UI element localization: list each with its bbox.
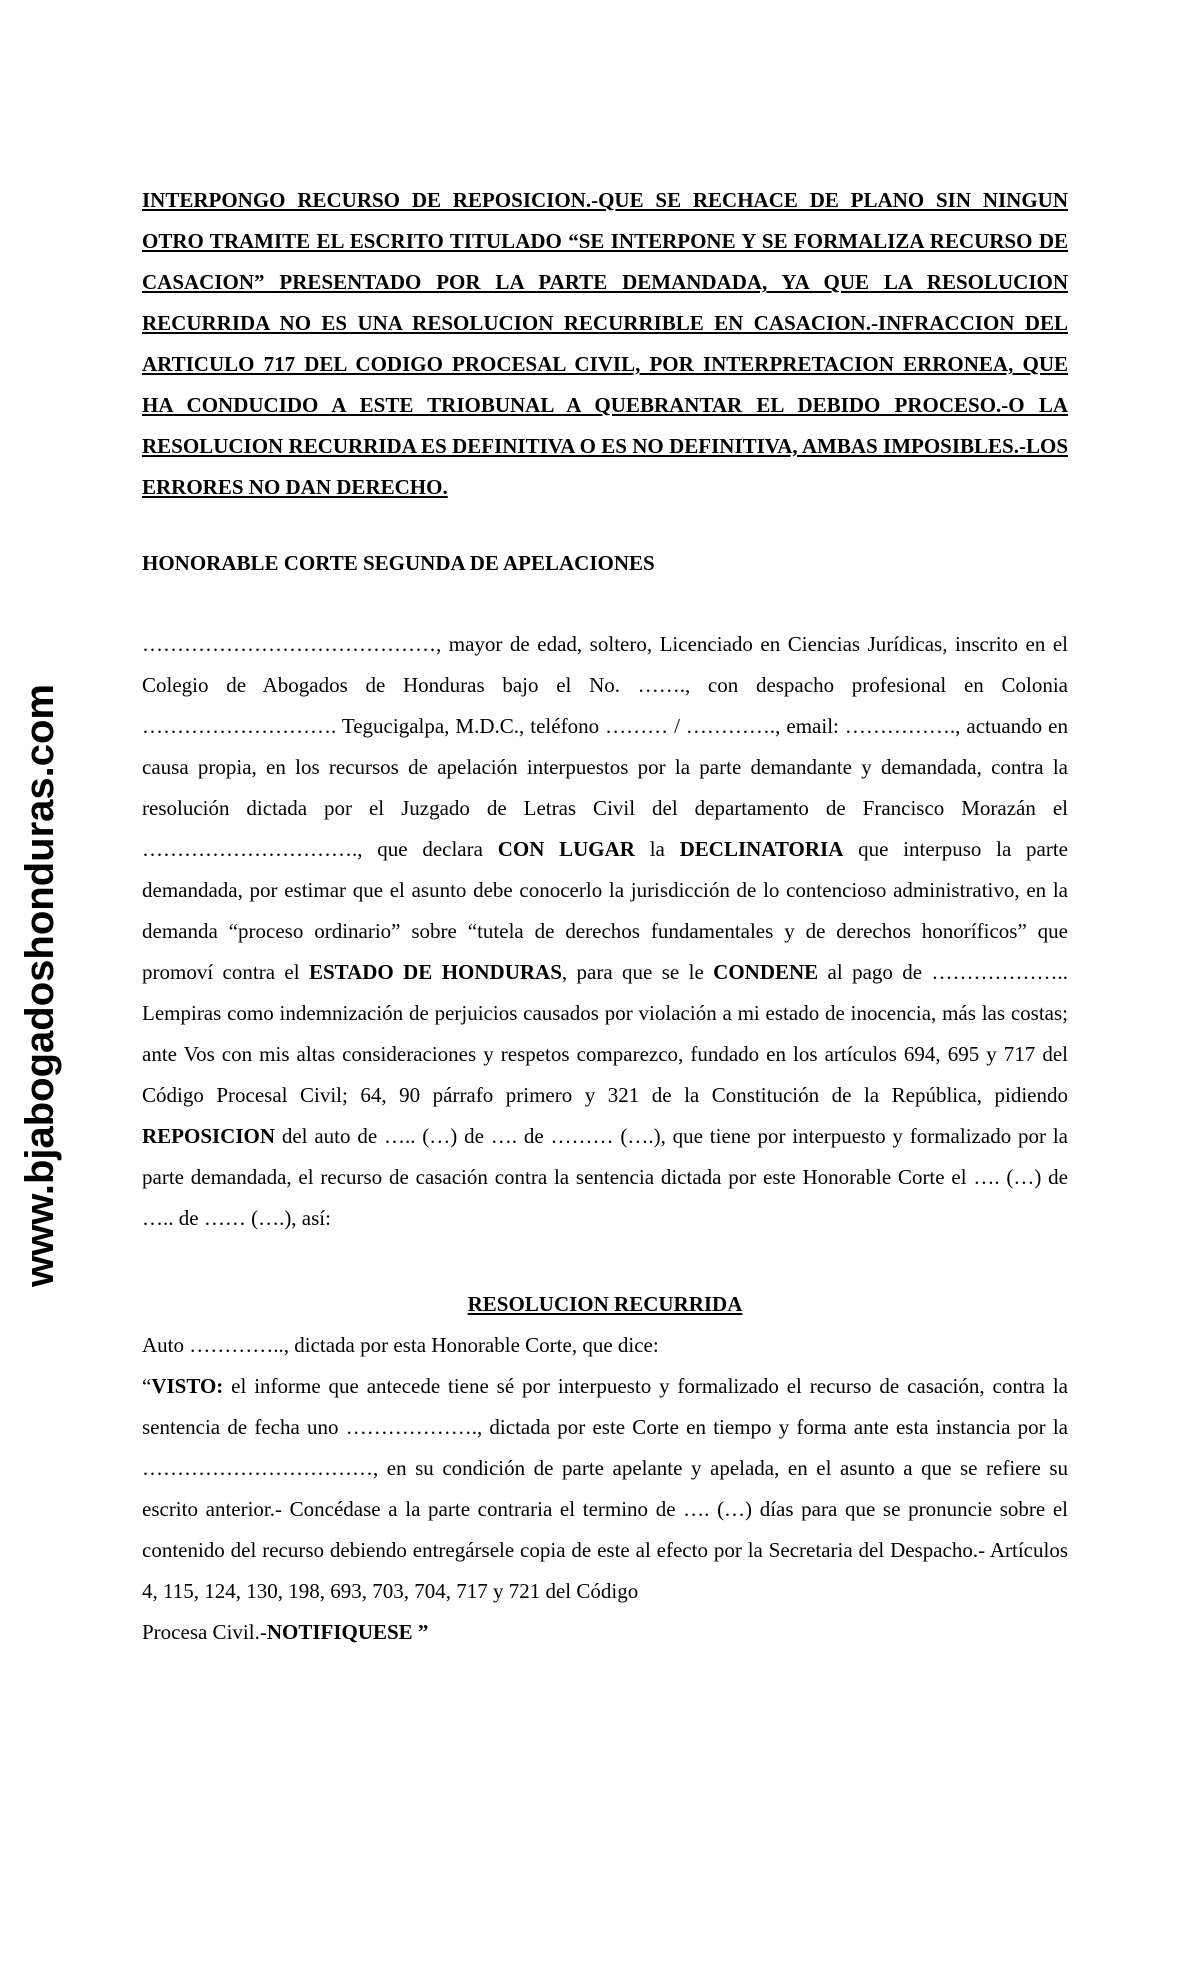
bold-reposicion: REPOSICION [142,1124,276,1148]
section-title: RESOLUCION RECURRIDA [467,1292,743,1316]
document-body [142,180,1068,1653]
watermark-text: www.bjabogadoshonduras.com [17,683,62,1287]
document-heading: INTERPONGO RECURSO DE REPOSICION.-QUE SE RECHACE DE PLANO SIN NINGUN OTRO TRAMITE EL ESCRITO TITULADO “SE INTERPONE Y SE FORMALIZA RECURSO DE CASACION” PRESENTADO POR LA PARTE DEMANDADA, YA QUE LA RESOLUCION RECURRIDA NO ES UNA RESOLUCION RECURRIBLE EN CASACION.-INFRACCION DEL ARTICULO 717 DEL CODIGO PROCESAL CIVIL, POR INTERPRETACION ERRONEA, QUE HA CONDUCIDO A ESTE TRIOBUNAL A QUEBRANTAR EL DEBIDO PROCESO.-O LA RESOLUCION RECURRIDA ES DEFINITIVA O ES NO DEFINITIVA, AMBAS IMPOSIBLES.-LOS ERRORES NO DAN DERECHO. [142,188,1068,499]
bold-notifiquese: NOTIFIQUESE ” [266,1620,429,1644]
closing-line: Procesa Civil.-NOTIFIQUESE ” [142,1620,429,1644]
bold-condene: CONDENE [713,960,819,984]
bold-con-lugar: CON LUGAR [497,837,635,861]
court-address: HONORABLE CORTE SEGUNDA DE APELACIONES [142,551,655,575]
bold-visto: VISTO: [151,1374,224,1398]
petition-paragraph: ……………………………………, mayor de edad, soltero, Licenciado en Ciencias Jurídicas, inscrito en el Colegio de Abogados de Honduras bajo el No. ……., con despacho profesional en Colonia ………………………. Tegucigalpa, M.D.C., teléfono ……… / …………., email: ……………., actuando en causa propia, en los recursos de apelación interpuestos por la parte demandante y demandada, contra la resolución dictada por el Juzgado de Letras Civil del departamento de Francisco Morazán el …………………………., que declara CON LUGAR la DECLINATORIA que interpuso la parte demandada, por estimar que el asunto debe conocerlo la jurisdicción de lo contencioso administrativo, en la demanda “proceso ordinario” sobre “tutela de derechos fundamentales y de derechos honoríficos” que promoví contra el ESTADO DE HONDURAS, para que se le CONDENE al pago de ……………….. Lempiras como indemnización de perjuicios causados por violación a mi estado de inocencia, más las costas; ante Vos con mis altas consideraciones y respetos comparezco, fundado en los artículos 694, 695 y 717 del Código Procesal Civil; 64, 90 párrafo primero y 321 de la Constitución de la República, pidiendo REPOSICION del auto de ….. (…) de …. de ……… (….), que tiene por interpuesto y formalizado por la parte demandada, el recurso de casación contra la sentencia dictada por este Honorable Corte el …. (…) de ….. de …… (….), así: [142,632,1069,1230]
name-placeholder: …………………………………… [142,632,436,656]
watermark [15,683,65,1287]
bold-estado: ESTADO DE HONDURAS [308,960,562,984]
quoted-resolution: “VISTO: el informe que antecede tiene sé por interpuesto y formalizado el recurso de casación, contra la sentencia de fecha uno ………………., dictada por este Corte en tiempo y forma ante esta instancia por la ……………………………, en su condición de parte apelante y apelada, en el asunto a que se refiere su escrito anterior.- Concédase a la parte contraria el termino de …. (…) días para que se pronuncie sobre el contenido del recurso debiendo entregársele copia de este al efecto por la Secretaria del Despacho.- Artículos 4, 115, 124, 130, 198, 693, 703, 704, 717 y 721 del Código [142,1374,1068,1603]
bold-declinatoria: DECLINATORIA [679,837,844,861]
auto-line: Auto ………….., dictada por esta Honorable Corte, que dice: [142,1333,659,1357]
